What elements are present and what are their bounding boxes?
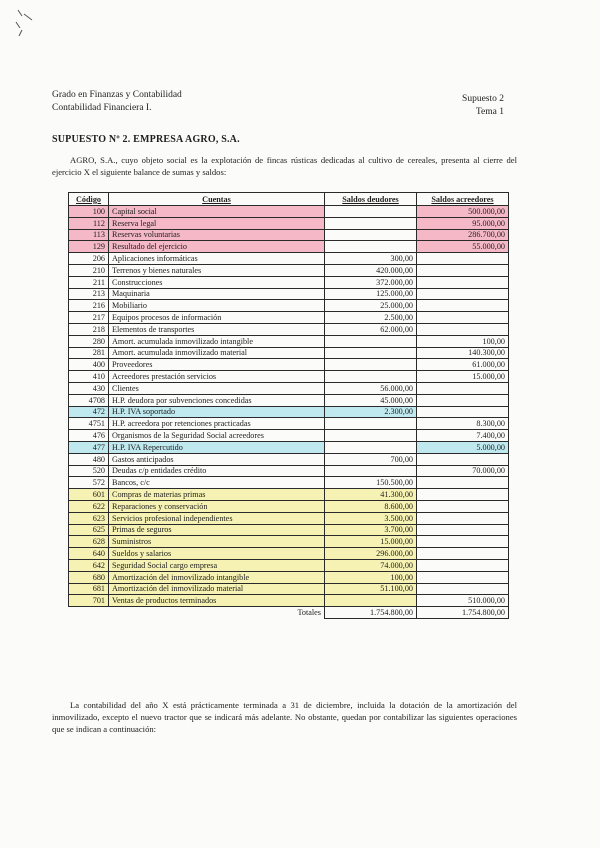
account-code: 480 — [69, 453, 109, 465]
header-credit: Saldos acreedores — [417, 193, 509, 206]
credit-balance: 95.000,00 — [417, 217, 509, 229]
table-row — [69, 253, 509, 265]
debit-balance — [325, 371, 417, 383]
account-code: 217 — [69, 312, 109, 324]
account-name: Resultado del ejercicio — [109, 241, 325, 253]
table-row — [69, 500, 509, 512]
table-row — [69, 548, 509, 560]
credit-balance — [417, 477, 509, 489]
debit-balance — [325, 595, 417, 607]
topic-number: Tema 1 — [475, 107, 504, 117]
table-row — [69, 406, 509, 418]
credit-balance: 140.300,00 — [417, 347, 509, 359]
table-row — [69, 229, 509, 241]
account-name: Equipos procesos de información — [109, 312, 325, 324]
table-row — [69, 312, 509, 324]
table-row — [69, 217, 509, 229]
debit-balance: 150.500,00 — [325, 477, 417, 489]
account-code: 680 — [69, 571, 109, 583]
account-code: 4708 — [69, 394, 109, 406]
account-name: Capital social — [109, 206, 325, 218]
account-code: 100 — [69, 206, 109, 218]
table-row — [69, 347, 509, 359]
account-code: 601 — [69, 489, 109, 501]
debit-balance — [325, 229, 417, 241]
debit-balance — [325, 347, 417, 359]
credit-balance — [417, 253, 509, 265]
table-row — [69, 536, 509, 548]
credit-balance: 8.300,00 — [417, 418, 509, 430]
debit-balance: 62.000,00 — [325, 323, 417, 335]
account-name: Servicios profesional independientes — [109, 512, 325, 524]
account-code: 681 — [69, 583, 109, 595]
account-name: Reservas voluntarias — [109, 229, 325, 241]
debit-balance: 74.000,00 — [325, 559, 417, 571]
table-row — [69, 335, 509, 347]
table-row — [69, 323, 509, 335]
account-code: 472 — [69, 406, 109, 418]
account-code: 129 — [69, 241, 109, 253]
exercise-header — [462, 93, 504, 119]
debit-balance: 3.500,00 — [325, 512, 417, 524]
credit-balance — [417, 489, 509, 501]
course-header — [52, 89, 182, 115]
account-code: 477 — [69, 441, 109, 453]
account-name: Sueldos y salarios — [109, 548, 325, 560]
account-code: 213 — [69, 288, 109, 300]
debit-balance — [325, 441, 417, 453]
credit-balance — [417, 571, 509, 583]
table-row — [69, 359, 509, 371]
table-row — [69, 300, 509, 312]
table-row — [69, 206, 509, 218]
totals-debit: 1.754.800,00 — [325, 607, 417, 619]
account-code: 281 — [69, 347, 109, 359]
account-name: Suministros — [109, 536, 325, 548]
debit-balance: 15.000,00 — [325, 536, 417, 548]
debit-balance — [325, 465, 417, 477]
account-code: 622 — [69, 500, 109, 512]
account-code: 701 — [69, 595, 109, 607]
account-code: 572 — [69, 477, 109, 489]
debit-balance: 372.000,00 — [325, 276, 417, 288]
table-row — [69, 241, 509, 253]
account-name: H.P. IVA soportado — [109, 406, 325, 418]
pen-mark-icon — [10, 8, 40, 38]
totals-row — [69, 607, 509, 619]
account-name: Amortización del inmovilizado material — [109, 583, 325, 595]
credit-balance — [417, 312, 509, 324]
debit-balance: 8.600,00 — [325, 500, 417, 512]
debit-balance: 56.000,00 — [325, 382, 417, 394]
account-name: Maquinaria — [109, 288, 325, 300]
credit-balance — [417, 548, 509, 560]
credit-balance: 100,00 — [417, 335, 509, 347]
debit-balance: 700,00 — [325, 453, 417, 465]
account-name: Seguridad Social cargo empresa — [109, 559, 325, 571]
account-name: Ventas de productos terminados — [109, 595, 325, 607]
account-code: 206 — [69, 253, 109, 265]
debit-balance — [325, 430, 417, 442]
credit-balance — [417, 300, 509, 312]
credit-balance — [417, 453, 509, 465]
debit-balance — [325, 206, 417, 218]
credit-balance — [417, 276, 509, 288]
debit-balance: 125.000,00 — [325, 288, 417, 300]
exercise-number: Supuesto 2 — [462, 94, 504, 104]
account-name: Elementos de transportes — [109, 323, 325, 335]
table-header-row — [69, 193, 509, 206]
debit-balance — [325, 217, 417, 229]
table-row — [69, 418, 509, 430]
credit-balance — [417, 406, 509, 418]
debit-balance: 3.700,00 — [325, 524, 417, 536]
table-row — [69, 264, 509, 276]
credit-balance — [417, 500, 509, 512]
credit-balance — [417, 323, 509, 335]
table-row — [69, 441, 509, 453]
balance-table — [68, 192, 509, 619]
debit-balance: 100,00 — [325, 571, 417, 583]
trial-balance — [68, 192, 508, 619]
account-code: 211 — [69, 276, 109, 288]
header-code: Código — [69, 193, 109, 206]
account-code: 520 — [69, 465, 109, 477]
page-title: SUPUESTO Nº 2. EMPRESA AGRO, S.A. — [52, 134, 240, 145]
account-code: 628 — [69, 536, 109, 548]
credit-balance: 286.700,00 — [417, 229, 509, 241]
account-name: Amortización del inmovilizado intangible — [109, 571, 325, 583]
totals-credit: 1.754.800,00 — [417, 607, 509, 619]
account-name: Deudas c/p entidades crédito — [109, 465, 325, 477]
table-row — [69, 595, 509, 607]
table-row — [69, 394, 509, 406]
account-name: Bancos, c/c — [109, 477, 325, 489]
credit-balance — [417, 559, 509, 571]
account-code: 113 — [69, 229, 109, 241]
account-code: 4751 — [69, 418, 109, 430]
account-name: Primas de seguros — [109, 524, 325, 536]
account-name: Amort. acumulada inmovilizado material — [109, 347, 325, 359]
account-code: 210 — [69, 264, 109, 276]
account-code: 430 — [69, 382, 109, 394]
debit-balance: 296.000,00 — [325, 548, 417, 560]
header-debit: Saldos deudores — [325, 193, 417, 206]
account-name: Proveedores — [109, 359, 325, 371]
account-name: Compras de materias primas — [109, 489, 325, 501]
account-name: Terrenos y bienes naturales — [109, 264, 325, 276]
credit-balance — [417, 583, 509, 595]
account-name: Clientes — [109, 382, 325, 394]
debit-balance — [325, 418, 417, 430]
credit-balance: 500.000,00 — [417, 206, 509, 218]
subject-name: Contabilidad Financiera I. — [52, 103, 152, 113]
debit-balance: 300,00 — [325, 253, 417, 265]
credit-balance: 55.000,00 — [417, 241, 509, 253]
account-code: 640 — [69, 548, 109, 560]
account-code: 218 — [69, 323, 109, 335]
totals-label: Totales — [69, 607, 325, 619]
account-name: Construcciones — [109, 276, 325, 288]
credit-balance — [417, 382, 509, 394]
credit-balance: 61.000,00 — [417, 359, 509, 371]
account-code: 623 — [69, 512, 109, 524]
credit-balance: 15.000,00 — [417, 371, 509, 383]
debit-balance: 2.500,00 — [325, 312, 417, 324]
intro-paragraph: AGRO, S.A., cuyo objeto social es la explotación de fincas rústicas dedicadas al cultivo de cereales, presenta al cierre del ejercicio X el siguiente balance de sumas y saldos: — [52, 155, 517, 177]
account-name: Reserva legal — [109, 217, 325, 229]
table-row — [69, 465, 509, 477]
account-code: 216 — [69, 300, 109, 312]
table-row — [69, 524, 509, 536]
table-row — [69, 583, 509, 595]
credit-balance: 70.000,00 — [417, 465, 509, 477]
credit-balance: 5.000,00 — [417, 441, 509, 453]
debit-balance: 420.000,00 — [325, 264, 417, 276]
table-row — [69, 382, 509, 394]
account-name: Gastos anticipados — [109, 453, 325, 465]
account-name: H.P. IVA Repercutido — [109, 441, 325, 453]
debit-balance: 2.300,00 — [325, 406, 417, 418]
credit-balance — [417, 394, 509, 406]
account-code: 112 — [69, 217, 109, 229]
credit-balance — [417, 512, 509, 524]
debit-balance: 41.300,00 — [325, 489, 417, 501]
table-row — [69, 477, 509, 489]
account-name: Acreedores prestación servicios — [109, 371, 325, 383]
account-name: Mobiliario — [109, 300, 325, 312]
debit-balance: 51.100,00 — [325, 583, 417, 595]
account-name: Aplicaciones informáticas — [109, 253, 325, 265]
account-code: 625 — [69, 524, 109, 536]
table-row — [69, 288, 509, 300]
account-name: Amort. acumulada inmovilizado intangible — [109, 335, 325, 347]
table-row — [69, 371, 509, 383]
table-row — [69, 489, 509, 501]
account-code: 476 — [69, 430, 109, 442]
credit-balance — [417, 288, 509, 300]
account-name: Organismos de la Seguridad Social acreedores — [109, 430, 325, 442]
account-name: H.P. acreedora por retenciones practicadas — [109, 418, 325, 430]
account-code: 280 — [69, 335, 109, 347]
debit-balance — [325, 241, 417, 253]
debit-balance — [325, 359, 417, 371]
credit-balance — [417, 524, 509, 536]
account-name: Reparaciones y conservación — [109, 500, 325, 512]
table-row — [69, 512, 509, 524]
debit-balance: 45.000,00 — [325, 394, 417, 406]
course-name: Grado en Finanzas y Contabilidad — [52, 90, 182, 100]
debit-balance — [325, 335, 417, 347]
credit-balance: 7.400,00 — [417, 430, 509, 442]
credit-balance — [417, 264, 509, 276]
table-row — [69, 430, 509, 442]
account-name: H.P. deudora por subvenciones concedidas — [109, 394, 325, 406]
table-row — [69, 276, 509, 288]
debit-balance: 25.000,00 — [325, 300, 417, 312]
credit-balance: 510.000,00 — [417, 595, 509, 607]
table-row — [69, 453, 509, 465]
table-row — [69, 559, 509, 571]
closing-paragraph: La contabilidad del año X está prácticamente terminada a 31 de diciembre, incluida la dotación de la amortización del inmovilizado, excepto el nuevo tractor que se indicará más adelante. No obstante, quedan por contabilizar las siguientes operaciones que se indican a continuación: — [52, 700, 517, 734]
account-code: 410 — [69, 371, 109, 383]
header-account: Cuentas — [109, 193, 325, 206]
credit-balance — [417, 536, 509, 548]
account-code: 400 — [69, 359, 109, 371]
account-code: 642 — [69, 559, 109, 571]
table-row — [69, 571, 509, 583]
